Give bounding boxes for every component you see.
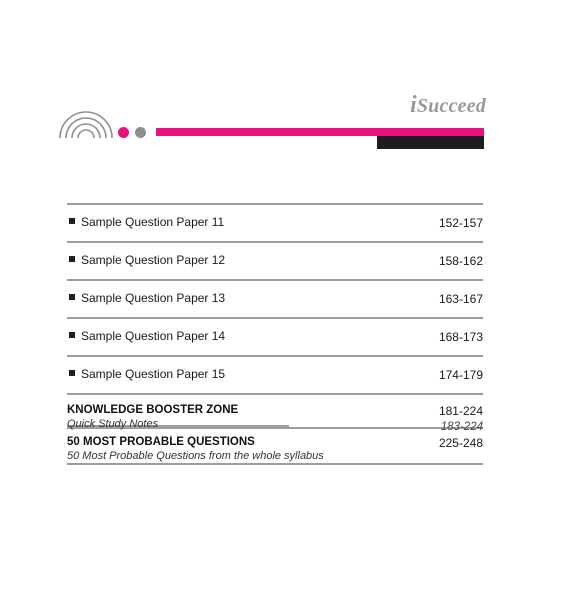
section-title: KNOWLEDGE BOOSTER ZONE xyxy=(67,404,239,416)
section-sub-pages: 183-224 xyxy=(440,421,483,433)
divider xyxy=(67,463,483,465)
toc-label: Sample Question Paper 15 xyxy=(81,367,226,381)
toc-label: Sample Question Paper 12 xyxy=(81,253,226,267)
toc-row-paper-12[interactable] xyxy=(67,243,483,279)
gray-dot xyxy=(135,127,146,138)
bullet-icon xyxy=(69,332,75,338)
toc-pages: 158-162 xyxy=(438,254,483,268)
toc-row-paper-14[interactable] xyxy=(67,319,483,355)
toc-label: Sample Question Paper 13 xyxy=(81,291,226,305)
toc-section-most-probable[interactable] xyxy=(67,429,483,463)
toc-row-paper-13[interactable] xyxy=(67,281,483,317)
section-title: 50 MOST PROBABLE QUESTIONS xyxy=(67,436,255,448)
brand-prefix: i xyxy=(409,92,417,118)
bullet-icon xyxy=(69,370,75,376)
brand-logo xyxy=(382,92,486,119)
toc-pages: 163-167 xyxy=(438,292,483,306)
concentric-arcs-icon xyxy=(58,110,114,140)
bullet-icon xyxy=(69,294,75,300)
toc-row-paper-15[interactable] xyxy=(67,357,483,393)
header-pink-bar xyxy=(156,128,484,136)
section-subtitle: Quick Study Notes xyxy=(67,418,159,430)
pink-dot xyxy=(118,127,129,138)
toc-pages: 152-157 xyxy=(438,216,483,230)
section-pages: 181-224 xyxy=(438,404,483,418)
toc-pages: 168-173 xyxy=(438,330,483,344)
table-of-contents xyxy=(67,203,483,465)
toc-label: Sample Question Paper 14 xyxy=(81,329,226,343)
toc-row-paper-11[interactable] xyxy=(67,205,483,241)
bullet-icon xyxy=(69,256,75,262)
brand-name: Succeed xyxy=(416,95,486,117)
bullet-icon xyxy=(69,218,75,224)
header-black-bar xyxy=(377,136,484,149)
toc-pages: 174-179 xyxy=(438,368,483,382)
section-pages: 225-248 xyxy=(438,436,483,450)
toc-label: Sample Question Paper 11 xyxy=(81,215,225,229)
section-subtitle: 50 Most Probable Questions from the whole syllabus xyxy=(67,450,324,462)
